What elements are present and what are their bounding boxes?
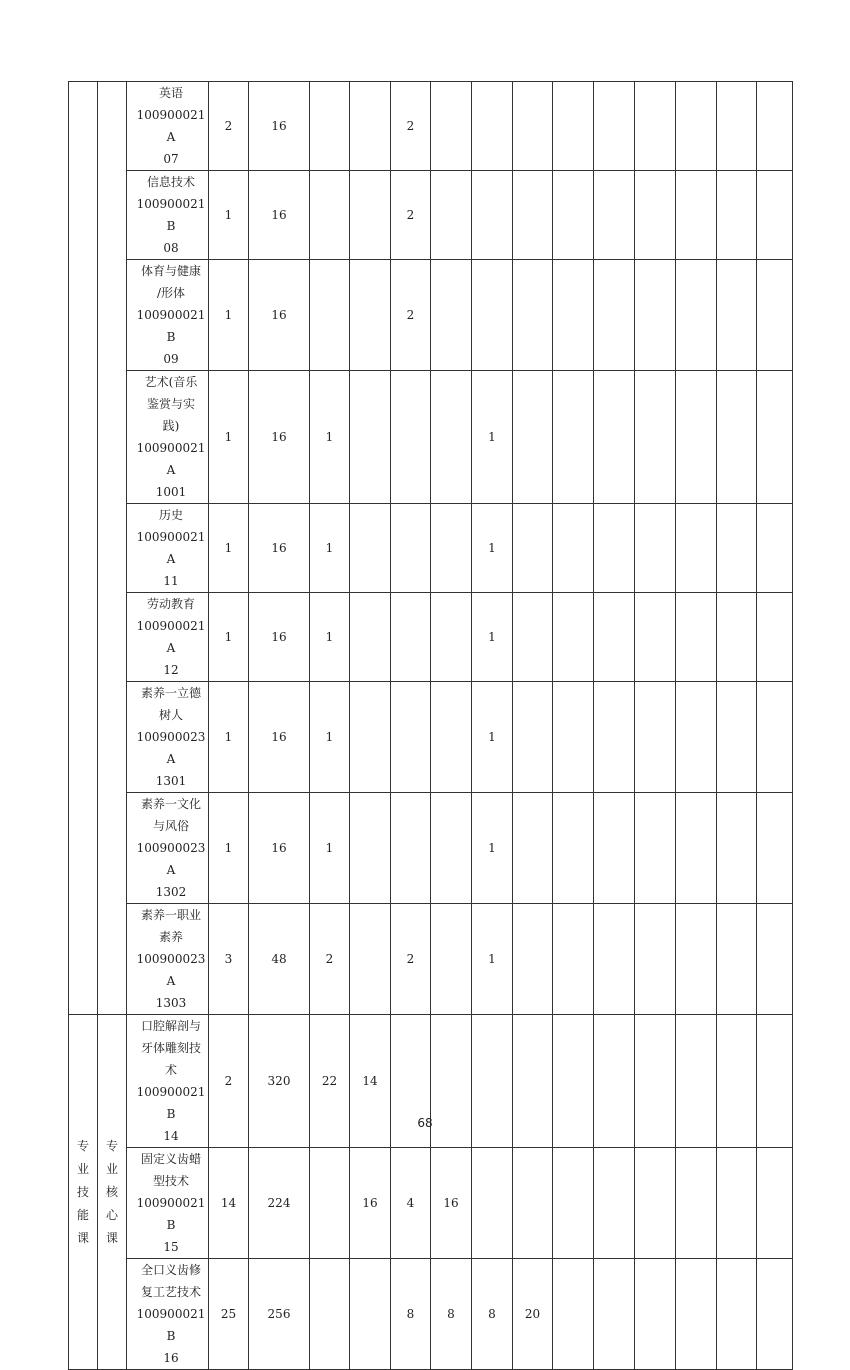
value-cell: [553, 793, 594, 904]
value-cell: [717, 171, 757, 260]
course-name-line: 英语: [158, 86, 183, 100]
course-name-line: 16: [163, 1351, 179, 1365]
course-name-line: 1303: [155, 996, 187, 1010]
course-name-line: 09: [163, 352, 179, 366]
value-cell: 224: [249, 1148, 310, 1259]
value-cell: [350, 504, 391, 593]
value-cell: [717, 593, 757, 682]
value-cell: 256: [249, 1259, 310, 1370]
value-cell: 1: [209, 682, 249, 793]
course-name-line: 100900021A: [136, 108, 206, 144]
course-name-line: 素养一文化: [140, 797, 201, 811]
course-name-line: 艺术(音乐: [144, 375, 198, 389]
value-cell: 2: [391, 171, 431, 260]
course-name-cell: [127, 682, 209, 793]
value-cell: 2: [209, 82, 249, 171]
course-name-line: 体育与健康: [140, 264, 201, 278]
value-cell: 8: [431, 1259, 472, 1370]
table-row: [69, 593, 793, 682]
course-name-line: 14: [163, 1129, 179, 1143]
table-row: [69, 904, 793, 1015]
value-cell: [676, 904, 717, 1015]
value-cell: [594, 171, 635, 260]
value-cell: [391, 371, 431, 504]
value-cell: [635, 793, 676, 904]
value-cell: 1: [209, 593, 249, 682]
course-name-line: 劳动教育: [146, 597, 195, 611]
value-cell: [717, 82, 757, 171]
value-cell: [310, 260, 350, 371]
value-cell: 1: [209, 260, 249, 371]
value-cell: 8: [472, 1259, 513, 1370]
value-cell: [350, 371, 391, 504]
value-cell: [594, 682, 635, 793]
value-cell: 320: [249, 1015, 310, 1148]
subcategory-label: 专业核心课: [105, 1138, 118, 1245]
value-cell: 2: [391, 904, 431, 1015]
value-cell: 2: [391, 82, 431, 171]
course-name-line: 1301: [155, 774, 187, 788]
value-cell: 1: [209, 371, 249, 504]
course-name-line: 1001: [155, 485, 187, 499]
value-cell: [676, 1259, 717, 1370]
table-row: [69, 793, 793, 904]
table-row: [69, 171, 793, 260]
value-cell: [310, 1259, 350, 1370]
value-cell: [553, 682, 594, 793]
course-name-line: 100900021B: [136, 1307, 206, 1343]
value-cell: 48: [249, 904, 310, 1015]
value-cell: [635, 260, 676, 371]
value-cell: [635, 371, 676, 504]
table-row: [69, 1148, 793, 1259]
course-name-line: 100900023A: [136, 730, 206, 766]
course-name-line: 固定义齿蜡: [140, 1152, 201, 1166]
course-name-line: 牙体雕刻技: [140, 1041, 201, 1055]
course-name-line: 素养一立德: [140, 686, 201, 700]
value-cell: [635, 171, 676, 260]
value-cell: [513, 504, 553, 593]
course-name-line: 素养一职业: [140, 908, 201, 922]
value-cell: 2: [209, 1015, 249, 1148]
value-cell: [757, 793, 793, 904]
value-cell: [350, 260, 391, 371]
course-name-line: 型技术: [152, 1174, 189, 1188]
value-cell: [553, 171, 594, 260]
value-cell: [391, 593, 431, 682]
value-cell: [472, 171, 513, 260]
table-row: [69, 504, 793, 593]
value-cell: [472, 82, 513, 171]
course-name-line: 100900021A: [136, 530, 206, 566]
value-cell: [513, 793, 553, 904]
value-cell: [513, 260, 553, 371]
course-name-line: 1302: [155, 885, 187, 899]
value-cell: [676, 793, 717, 904]
course-name-line: 与风俗: [152, 819, 189, 833]
course-name-line: 100900023A: [136, 952, 206, 988]
course-name-line: 术: [164, 1063, 177, 1077]
value-cell: [717, 682, 757, 793]
course-name-cell: [127, 1148, 209, 1259]
course-name-line: 11: [163, 574, 179, 588]
value-cell: 25: [209, 1259, 249, 1370]
value-cell: 1: [472, 504, 513, 593]
value-cell: 20: [513, 1259, 553, 1370]
course-table: [68, 81, 793, 1370]
course-name-line: 信息技术: [146, 175, 195, 189]
value-cell: [350, 682, 391, 793]
table-row: [69, 1259, 793, 1370]
value-cell: [513, 904, 553, 1015]
value-cell: 1: [310, 504, 350, 593]
course-name-line: 15: [163, 1240, 179, 1254]
value-cell: [717, 260, 757, 371]
value-cell: [350, 1259, 391, 1370]
value-cell: [594, 593, 635, 682]
table-row: [69, 371, 793, 504]
value-cell: 1: [209, 504, 249, 593]
value-cell: [676, 260, 717, 371]
value-cell: [757, 1148, 793, 1259]
value-cell: [350, 82, 391, 171]
course-name-cell: [127, 593, 209, 682]
value-cell: [594, 1259, 635, 1370]
value-cell: [717, 371, 757, 504]
course-name-line: 08: [163, 241, 179, 255]
value-cell: [553, 1259, 594, 1370]
course-name-cell: [127, 260, 209, 371]
course-name-line: 100900021A: [136, 619, 206, 655]
course-name-line: 复工艺技术: [140, 1285, 201, 1299]
value-cell: [513, 682, 553, 793]
value-cell: [594, 793, 635, 904]
value-cell: 16: [249, 793, 310, 904]
value-cell: [513, 82, 553, 171]
value-cell: [513, 171, 553, 260]
value-cell: [676, 371, 717, 504]
value-cell: [717, 904, 757, 1015]
table-row: [69, 260, 793, 371]
value-cell: [676, 171, 717, 260]
value-cell: [757, 504, 793, 593]
value-cell: 1: [310, 793, 350, 904]
course-name-cell: [127, 171, 209, 260]
value-cell: 1: [209, 171, 249, 260]
value-cell: [391, 682, 431, 793]
value-cell: [431, 593, 472, 682]
course-name-line: 全口义齿修: [140, 1263, 201, 1277]
value-cell: 1: [472, 793, 513, 904]
value-cell: [635, 1259, 676, 1370]
course-name-line: 鉴赏与实: [146, 397, 195, 411]
value-cell: 1: [310, 593, 350, 682]
course-name-cell: [127, 793, 209, 904]
course-name-line: 100900023A: [136, 841, 206, 877]
value-cell: [635, 1148, 676, 1259]
value-cell: [391, 793, 431, 904]
value-cell: [310, 82, 350, 171]
value-cell: [310, 1148, 350, 1259]
subcategory-cell-general: [98, 82, 127, 1015]
value-cell: [350, 171, 391, 260]
value-cell: [553, 904, 594, 1015]
value-cell: [594, 1148, 635, 1259]
value-cell: [635, 904, 676, 1015]
value-cell: [594, 82, 635, 171]
course-name-cell: [127, 504, 209, 593]
value-cell: [391, 504, 431, 593]
value-cell: [553, 82, 594, 171]
course-name-line: 践): [162, 419, 180, 433]
value-cell: 16: [249, 171, 310, 260]
value-cell: [472, 260, 513, 371]
value-cell: [757, 260, 793, 371]
value-cell: [757, 371, 793, 504]
value-cell: [431, 371, 472, 504]
value-cell: [676, 82, 717, 171]
value-cell: [676, 593, 717, 682]
value-cell: [431, 504, 472, 593]
value-cell: [757, 593, 793, 682]
value-cell: [472, 1148, 513, 1259]
value-cell: 14: [350, 1015, 391, 1148]
value-cell: 1: [310, 371, 350, 504]
value-cell: [676, 1148, 717, 1259]
value-cell: [431, 171, 472, 260]
course-name-cell: [127, 371, 209, 504]
value-cell: [717, 504, 757, 593]
value-cell: 16: [431, 1148, 472, 1259]
value-cell: [757, 682, 793, 793]
course-name-line: 100900021B: [136, 197, 206, 233]
subcategory-cell: [98, 1015, 127, 1370]
course-name-line: 素养: [158, 930, 183, 944]
value-cell: [757, 171, 793, 260]
value-cell: [635, 82, 676, 171]
course-name-cell: [127, 82, 209, 171]
value-cell: 8: [391, 1259, 431, 1370]
value-cell: 16: [249, 682, 310, 793]
value-cell: 1: [472, 682, 513, 793]
course-name-line: 100900021B: [136, 1085, 206, 1121]
value-cell: [717, 1148, 757, 1259]
course-name-line: 12: [163, 663, 179, 677]
value-cell: [594, 504, 635, 593]
value-cell: [553, 260, 594, 371]
category-label: 专业技能课: [76, 1138, 89, 1245]
value-cell: [594, 371, 635, 504]
value-cell: 16: [249, 260, 310, 371]
value-cell: [757, 1259, 793, 1370]
course-name-line: 07: [163, 152, 179, 166]
value-cell: [350, 904, 391, 1015]
value-cell: [717, 1259, 757, 1370]
value-cell: [350, 793, 391, 904]
value-cell: [635, 593, 676, 682]
value-cell: [431, 682, 472, 793]
value-cell: [553, 504, 594, 593]
value-cell: [431, 82, 472, 171]
value-cell: [635, 682, 676, 793]
course-name-line: /形体: [156, 286, 186, 300]
course-name-cell: [127, 1259, 209, 1370]
value-cell: [513, 371, 553, 504]
course-name-line: 历史: [158, 508, 183, 522]
value-cell: [431, 904, 472, 1015]
course-name-cell: [127, 904, 209, 1015]
value-cell: [757, 904, 793, 1015]
value-cell: 16: [249, 593, 310, 682]
value-cell: 16: [350, 1148, 391, 1259]
table-row: [69, 82, 793, 171]
value-cell: [676, 682, 717, 793]
value-cell: [594, 260, 635, 371]
table-row: [69, 682, 793, 793]
value-cell: [513, 1148, 553, 1259]
value-cell: 1: [472, 593, 513, 682]
value-cell: [431, 260, 472, 371]
value-cell: 1: [209, 793, 249, 904]
course-name-line: 100900021A: [136, 441, 206, 477]
value-cell: 4: [391, 1148, 431, 1259]
course-name-line: 树人: [158, 708, 183, 722]
category-cell-general: [69, 82, 98, 1015]
value-cell: 16: [249, 82, 310, 171]
value-cell: [676, 504, 717, 593]
course-name-line: 口腔解剖与: [140, 1019, 201, 1033]
value-cell: 14: [209, 1148, 249, 1259]
value-cell: 1: [472, 371, 513, 504]
value-cell: 22: [310, 1015, 350, 1148]
value-cell: 1: [472, 904, 513, 1015]
page-number: 68: [417, 1116, 433, 1130]
value-cell: [635, 504, 676, 593]
value-cell: 16: [249, 371, 310, 504]
value-cell: [310, 171, 350, 260]
course-name-line: 100900021B: [136, 1196, 206, 1232]
value-cell: 16: [249, 504, 310, 593]
value-cell: [431, 793, 472, 904]
value-cell: 1: [310, 682, 350, 793]
value-cell: [717, 793, 757, 904]
value-cell: 2: [310, 904, 350, 1015]
value-cell: [594, 904, 635, 1015]
value-cell: [513, 593, 553, 682]
course-name-line: 100900021B: [136, 308, 206, 344]
value-cell: [757, 82, 793, 171]
value-cell: 3: [209, 904, 249, 1015]
value-cell: [553, 593, 594, 682]
value-cell: [350, 593, 391, 682]
value-cell: 2: [391, 260, 431, 371]
category-cell: [69, 1015, 98, 1370]
value-cell: [553, 1148, 594, 1259]
value-cell: [553, 371, 594, 504]
